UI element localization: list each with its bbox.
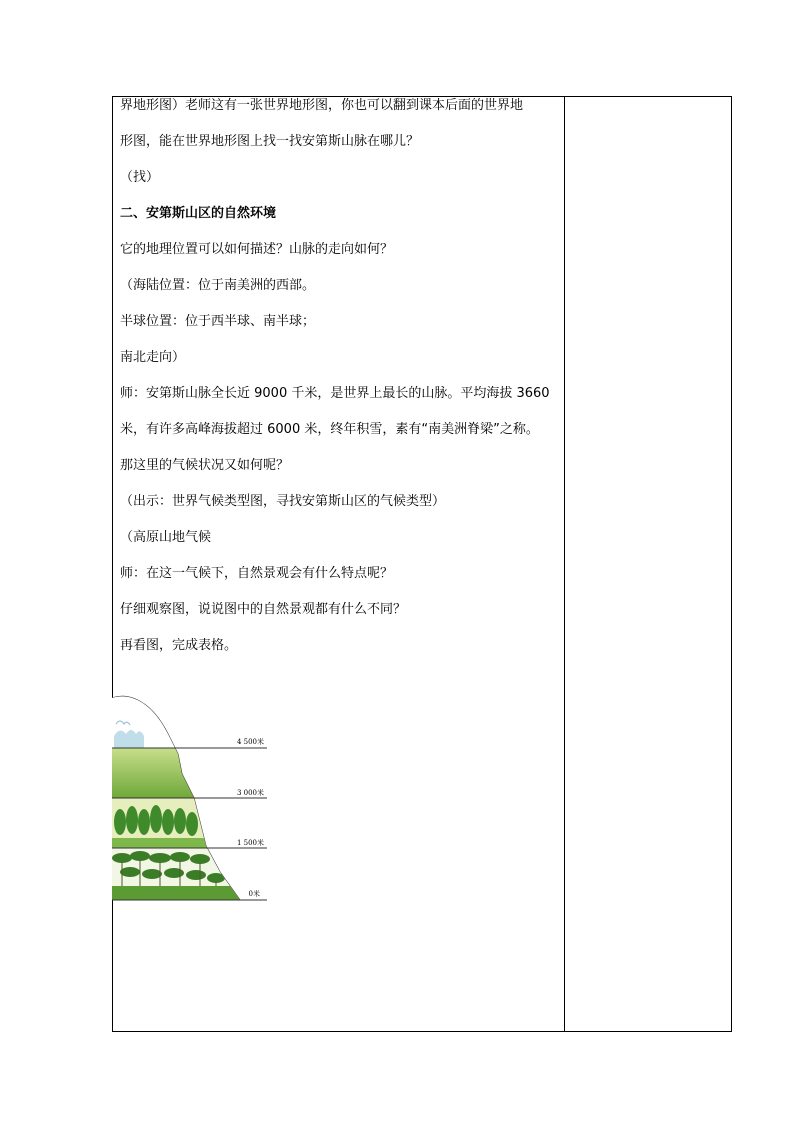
mountain-illustration	[112, 694, 272, 904]
text-line-2: 形图，能在世界地形图上找一找安第斯山脉在哪儿？	[120, 134, 420, 149]
text-line-3: （找）	[120, 170, 160, 185]
text-line-12: （出示：世界气候类型图，寻找安第斯山区的气候类型）	[120, 494, 446, 509]
text-line-16: 再看图，完成表格。	[120, 638, 238, 653]
text-line-6: （海陆位置：位于南美洲的西部。	[120, 278, 316, 293]
text-line-14: 师：在这一气候下，自然景观会有什么特点呢？	[120, 566, 394, 581]
text-line-13: （高原山地气候	[120, 530, 212, 545]
text-line-15: 仔细观察图，说说图中的自然景观都有什么不同？	[120, 602, 407, 617]
text-line-5: 它的地理位置可以如何描述？山脉的走向如何？	[120, 242, 394, 257]
text-line-10: 米，有许多高峰海拔超过 6000 米，终年积雪，素有“南美洲脊梁”之称。	[120, 422, 539, 437]
table-column-divider	[564, 96, 565, 1032]
text-line-8: 南北走向）	[120, 350, 186, 365]
altitude-label-4500: 4 500米	[236, 738, 264, 746]
text-line-1: 界地形图）老师这有一张世界地形图，你也可以翻到课本后面的世界地	[120, 98, 524, 113]
altitude-label-0: 0米	[248, 890, 260, 898]
text-line-9: 师：安第斯山脉全长近 9000 千米，是世界上最长的山脉。平均海拔 3660	[120, 386, 550, 401]
ice-patch	[114, 730, 144, 748]
text-line-7: 半球位置：位于西半球、南半球；	[120, 314, 316, 329]
altitude-label-1500: 1 500米	[236, 839, 264, 847]
section-heading: 二、安第斯山区的自然环境	[120, 206, 277, 221]
altitude-label-3000: 3 000米	[236, 789, 264, 797]
text-line-11: 那这里的气候状况又如何呢？	[120, 458, 290, 473]
mountain-vegetation-figure	[112, 694, 272, 904]
